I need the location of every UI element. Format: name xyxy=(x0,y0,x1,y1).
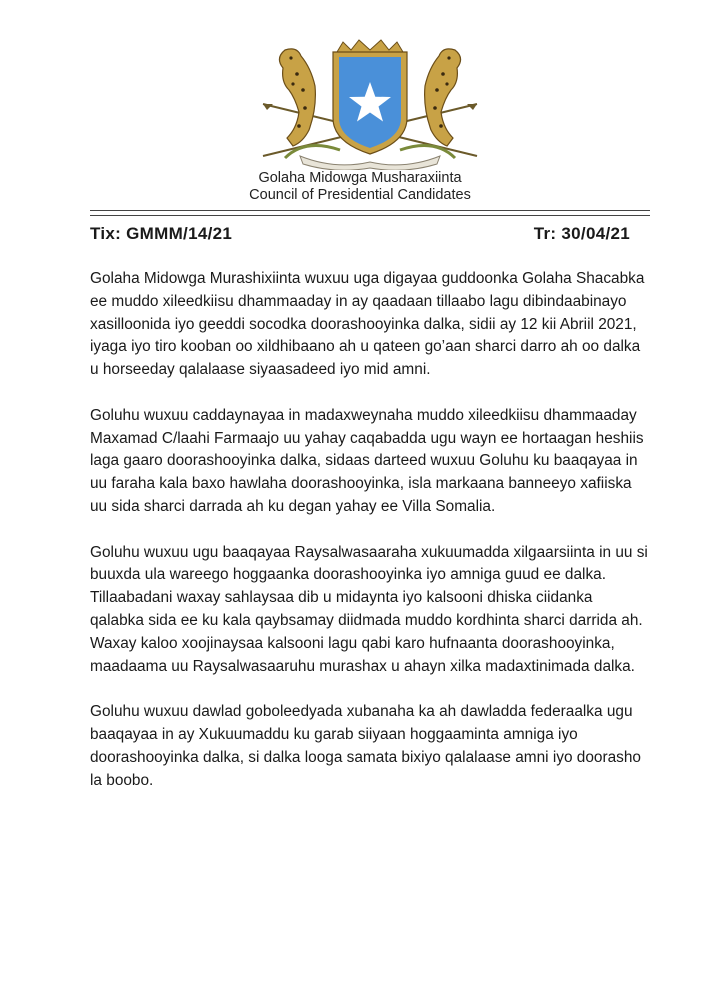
paragraph: Goluhu wuxuu caddaynayaa in madaxweynaha muddo xileedkiisu dhammaaday Maxamad C/laahi Farmaajo uu yahay caqabadda ugu wayn ee hortaagan heshiis laga gaaro doorashooyinka dalka, sidaas darteed wuxuu Goluhu ku baaqayaa in uu faraha kala baxo hawlaha doorashooyinka, isla markaana banneeyo xafiiska uu sida sharci darrada ah ku degan yahay ee Villa Somalia. xyxy=(90,406,644,515)
reference-number: Tix: GMMM/14/21 xyxy=(90,224,233,243)
paragraph: Goluhu wuxuu dawlad goboleedyada xubanaha ka ah dawladda federaalka ugu baaqayaa in ay Xukuumaddu ku garab siiyaan hoggaaminta amniga iyo doorashooyinka dalka, si dalka looga samata bixiyo qalalaase amni iyo doorasho la boobo. xyxy=(90,703,641,789)
divider-rule-bottom xyxy=(90,215,650,216)
paragraph: Goluhu wuxuu ugu baaqayaa Raysalwasaaraha xukuumadda xilgaarsiinta in uu si buuxda ula wareego hoggaanka doorashooyinka iyo amniga guud ee dalka. Tillaabadani waxay sahlaysaa dib u midaynta iyo kalsooni dhiska ciidanka qalabka sida ee ku kala qaybsamay diidmada muddo kordhinta sharci darrida ah. Waxay kaloo xoojinaysaa kalsooni lagu qabi karo hufnaanta doorashooyinka, maadaama uu Raysalwasaaruhu murashax u ahayn xilka madaxtinimada dalka. xyxy=(90,543,648,675)
paragraph: Golaha Midowga Murashixiinta wuxuu uga digayaa guddoonka Golaha Shacabka ee muddo xileedkiisu dhammaaday in ay qaadaan tillaabo lagu dibindaabinayo xasilloonida iyo geeddi socodka doorashooyinka dalka, sidii ay 12 kii Abriil 2021, iyaga iyo tiro kooban oo xildhibaano ah u qateen go’aan sharci darro ah oo dalka u horseeday qalalaase siyaasadeed iyo mid amni. xyxy=(90,270,645,379)
org-name-english: Council of Presidential Candidates xyxy=(249,187,471,203)
org-name-somali: Golaha Midowga Musharaxiinta xyxy=(258,170,462,186)
reference-date: Tr: 30/04/21 xyxy=(533,224,630,243)
divider-rule-top xyxy=(90,210,650,211)
letterhead xyxy=(0,170,720,204)
letter-body xyxy=(90,268,650,815)
reference-row xyxy=(90,224,630,248)
somalia-coat-of-arms-icon xyxy=(245,38,495,170)
